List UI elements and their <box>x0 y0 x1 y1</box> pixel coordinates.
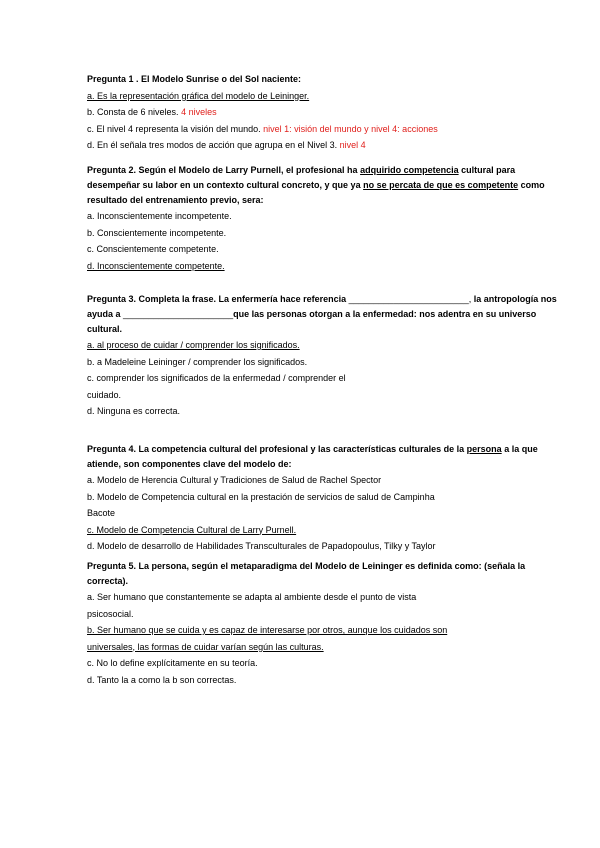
question-4-option-d: d. Modelo de desarrollo de Habilidades Transculturales de Papadopoulus, Tilky y Taylor <box>87 541 436 551</box>
question-5-option-b-cont: universales, las formas de cuidar varían según las culturas. <box>87 641 324 652</box>
question-4-option-b: b. Modelo de Competencia cultural en la prestación de servicios de salud de Campinha <box>87 491 435 502</box>
question-3-option-c: c. comprender los significados de la enfermedad / comprender el <box>87 373 346 383</box>
question-1-title: Pregunta 1 . El Modelo Sunrise o del Sol naciente: <box>87 74 302 84</box>
question-1-option-d: d. En él señala tres modos de acción que agrupa en el Nivel 3. nivel 4 <box>87 140 366 150</box>
question-5-option-d: d. Tanto la a como la b son correctas. <box>87 674 237 685</box>
question-3-title: Pregunta 3. Completa la frase. La enfermería hace referencia ________________________, la antropología nos ayuda a ______________________que las personas otorgan a la enfermedad: nos adentra en su universo cultural. <box>87 294 557 334</box>
question-1 <box>87 71 557 154</box>
question-2 <box>87 163 557 274</box>
question-3-option-b: b. a Madeleine Leininger / comprender los significados. <box>87 356 308 367</box>
question-1-option-b: b. Consta de 6 niveles. 4 niveles <box>87 107 217 117</box>
question-5 <box>87 559 557 688</box>
question-3-option-a: a. al proceso de cuidar / comprender los significados. <box>87 340 300 350</box>
question-1-option-a: a. Es la representación gráfica del modelo de Leininger. <box>87 90 310 101</box>
question-3-option-d: d. Ninguna es correcta. <box>87 406 181 416</box>
question-4-option-b-cont: Bacote <box>87 508 116 518</box>
question-3 <box>87 292 557 420</box>
question-5-option-a-cont: psicosocial. <box>87 608 134 619</box>
question-5-title: Pregunta 5. La persona, según el metaparadigma del Modelo de Leininger es definida como: (señala la correcta). <box>87 561 526 586</box>
question-4-title: Pregunta 4. La competencia cultural del profesional y las características culturales de la persona a la que atiende, son componentes clave del modelo de: <box>87 444 538 469</box>
question-2-title: Pregunta 2. Según el Modelo de Larry Purnell, el profesional ha adquirido competencia cultural para desempeñar su labor en un contexto cultural concreto, y que ya no se percata de que es competente como resultado del entrenamiento previo, sera: <box>87 165 545 205</box>
question-4-option-c: c. Modelo de Competencia Cultural de Larry Purnell. <box>87 524 297 535</box>
question-1-option-b-note: 4 niveles <box>181 107 217 117</box>
question-1-option-c: c. El nivel 4 representa la visión del mundo. nivel 1: visión del mundo y nivel 4: acciones <box>87 123 438 134</box>
question-4 <box>87 442 557 555</box>
question-4-option-a: a. Modelo de Herencia Cultural y Tradiciones de Salud de Rachel Spector <box>87 475 382 485</box>
question-2-option-d: d. Inconscientemente competente. <box>87 260 225 271</box>
question-2-option-a: a. Inconscientemente incompetente. <box>87 211 232 221</box>
question-3-option-c-cont: cuidado. <box>87 389 122 400</box>
question-5-option-c: c. No lo define explícitamente en su teoría. <box>87 658 258 668</box>
question-5-option-a: a. Ser humano que constantemente se adapta al ambiente desde el punto de vista <box>87 592 417 602</box>
question-5-option-b: b. Ser humano que se cuida y es capaz de interesarse por otros, aunque los cuidados son <box>87 625 448 635</box>
question-1-option-c-note: nivel 1: visión del mundo y nivel 4: acciones <box>263 123 438 134</box>
question-2-option-b: b. Conscientemente incompetente. <box>87 227 227 238</box>
question-2-option-c: c. Conscientemente competente. <box>87 244 219 254</box>
question-1-option-d-note: nivel 4 <box>339 140 366 150</box>
